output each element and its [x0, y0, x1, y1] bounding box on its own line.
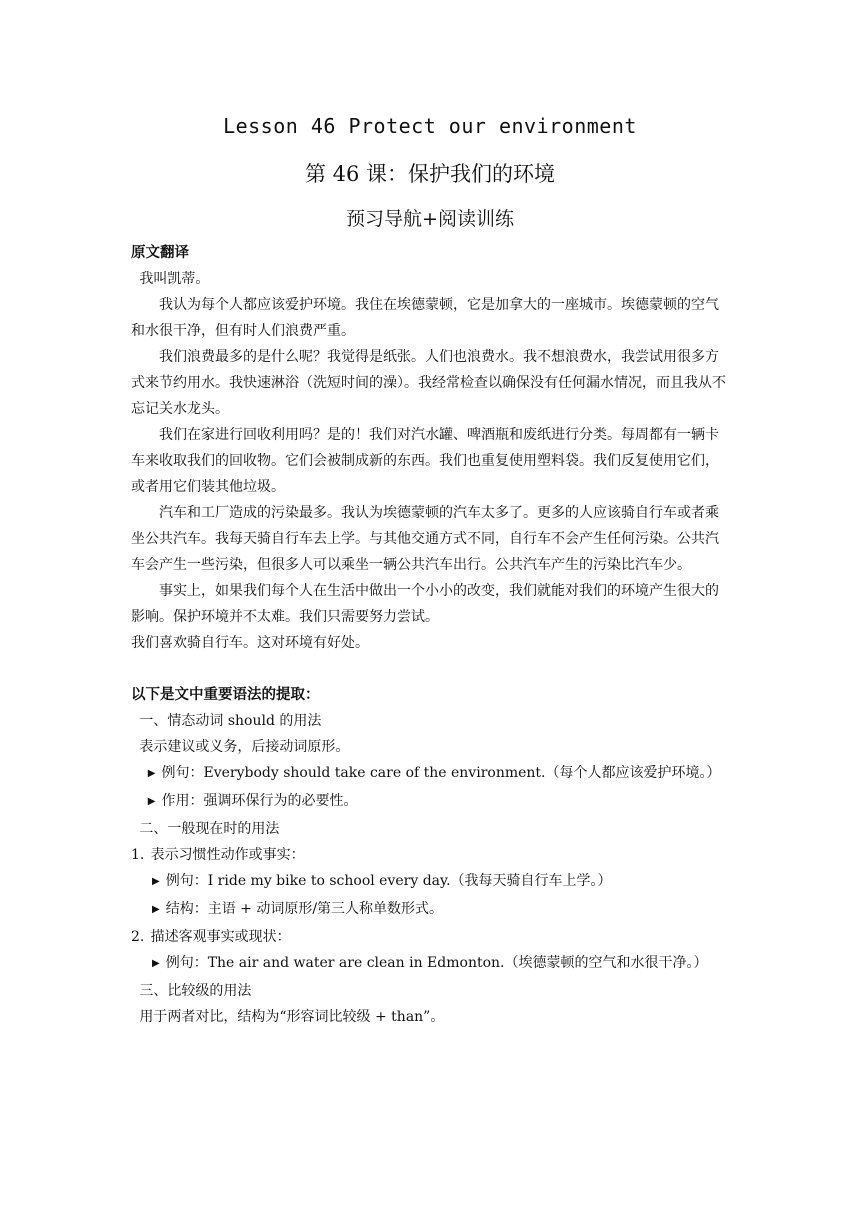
section-spacer: [131, 656, 731, 682]
translation-intro: 我叫凯蒂。: [139, 271, 210, 287]
grammar-section-2-title: 二、一般现在时的用法: [139, 821, 280, 837]
grammar-section-1-function: 作用：强调环保行为的必要性。: [161, 793, 358, 809]
grammar-section-3-title: 三、比较级的用法: [139, 983, 252, 999]
document-body: [131, 240, 731, 1030]
lesson-subtitle: 预习导航+阅读训练: [346, 208, 514, 230]
grammar-section-2-item-1-example-row: [131, 868, 731, 896]
translation-closing: 我们喜欢骑自行车。这对环境有好处。: [131, 635, 369, 651]
grammar-section-1-title: 一、情态动词 should 的用法: [139, 713, 322, 729]
translation-paragraph-5: 事实上，如果我们每个人在生活中做出一个小小的改变，我们就能对我们的环境产生很大的影响。保护环境并不太难。我们只需要努力尝试。: [131, 583, 719, 625]
grammar-section-1-function-row: [131, 788, 731, 816]
grammar-section-2-item-2-example: 例句：The air and water are clean in Edmonton.（埃德蒙顿的空气和水很干净。）: [165, 955, 708, 971]
translation-paragraph-3: 我们在家进行回收利用吗？是的！我们对汽水罐、啤酒瓶和废纸进行分类。每周都有一辆卡车来收取我们的回收物。它们会被制成新的东西。我们也重复使用塑料袋。我们反复使用它们，或者用它们装其他垃圾。: [131, 427, 719, 495]
bullet-arrow-icon: ▶: [152, 904, 160, 915]
grammar-section-3-desc: 用于两者对比，结构为“形容词比较级 + than”。: [139, 1009, 445, 1025]
grammar-section-2-item-1: [131, 842, 731, 868]
translation-paragraph-1: 我认为每个人都应该爱护环境。我住在埃德蒙顿，它是加拿大的一座城市。埃德蒙顿的空气和水很干净，但有时人们浪费严重。: [131, 297, 719, 339]
bullet-arrow-icon: ▶: [147, 796, 156, 807]
grammar-section-2-item-2-example-row: [131, 950, 731, 978]
grammar-section-2-item-1-structure-row: [131, 896, 731, 924]
list-number: 1.: [131, 847, 145, 863]
bullet-arrow-icon: ▶: [152, 876, 160, 887]
grammar-section-2-item-1-example: 例句：I ride my bike to school every day.（我每天骑自行车上学。）: [165, 873, 612, 889]
lesson-title-chinese: 第 46 课：保护我们的环境: [304, 162, 556, 186]
grammar-section-2-item-2: [131, 924, 731, 950]
translation-paragraph-4: 汽车和工厂造成的污染最多。我认为埃德蒙顿的汽车太多了。更多的人应该骑自行车或者乘坐公共汽车。我每天骑自行车去上学。与其他交通方式不同，自行车不会产生任何污染。公共汽车会产生一些污染，但很多人可以乘坐一辆公共汽车出行。公共汽车产生的污染比汽车少。: [131, 505, 719, 573]
grammar-section-1-example: 例句：Everybody should take care of the environment.（每个人都应该爱护环境。）: [161, 765, 721, 781]
translation-paragraph-2: 我们浪费最多的是什么呢？我觉得是纸张。人们也浪费水。我不想浪费水，我尝试用很多方式来节约用水。我快速淋浴（洗短时间的澡）。我经常检查以确保没有任何漏水情况，而且我从不忘记关水龙头。: [131, 349, 726, 417]
grammar-section-1-example-row: [131, 760, 731, 788]
bullet-arrow-icon: ▶: [152, 958, 160, 969]
grammar-section-2-item-1-text: 表示习惯性动作或事实：: [150, 847, 305, 863]
translation-heading: 原文翻译: [131, 245, 189, 261]
grammar-section-2-item-1-structure: 结构：主语 + 动词原形/第三人称单数形式。: [165, 901, 444, 917]
lesson-title-english: Lesson 46 Protect our environment: [223, 114, 637, 138]
grammar-section-1-desc: 表示建议或义务，后接动词原形。: [139, 739, 350, 755]
grammar-heading: 以下是文中重要语法的提取：: [131, 687, 320, 703]
list-number: 2.: [131, 929, 145, 945]
bullet-arrow-icon: ▶: [147, 768, 156, 779]
grammar-section-2-item-2-text: 描述客观事实或现状：: [150, 929, 291, 945]
